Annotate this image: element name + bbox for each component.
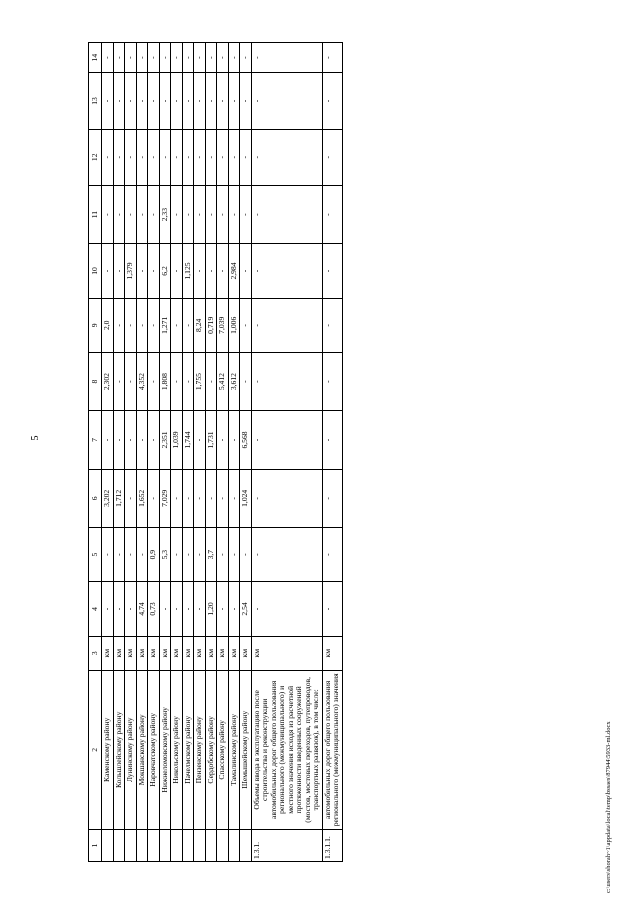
value-cell: - [113,244,125,298]
value-cell: - [125,298,137,352]
table-row [136,43,148,862]
value-cell: - [148,185,160,243]
header-cell: 7 [89,411,102,469]
table-row [148,43,160,862]
value-cell: - [113,43,125,73]
value-cell: - [217,43,229,73]
value-cell: - [228,469,240,527]
value-cell: - [194,73,206,129]
value-cell: - [136,185,148,243]
value-cell: - [205,244,217,298]
value-cell: - [217,582,229,636]
value-cell: - [125,185,137,243]
row-number-cell [217,829,229,861]
value-cell: 2,351 [159,411,171,469]
row-name-cell: Тамалинскому району [228,670,240,829]
row-name-cell: Кольшлейскому району [113,670,125,829]
table-row [251,43,322,862]
value-cell: - [194,582,206,636]
value-cell: - [171,352,183,410]
value-cell: - [251,527,322,581]
page-number: 5 [30,435,41,441]
row-name-cell: Объемы ввода в эксплуатацию после строительства и реконструкции автомобильных дорог общего пользования регионального (межмуниципального) и местного значения исходя из расчетной протяженности введенных сооружений (мостов, мостовых переходов, путепроводов, транспортных развязок), в том числе: [251,670,322,829]
value-cell: - [322,298,342,352]
table-row [322,43,342,862]
value-cell: - [171,185,183,243]
value-cell: 1,712 [113,469,125,527]
header-cell: 12 [89,129,102,185]
value-cell: - [251,244,322,298]
value-cell: - [217,527,229,581]
value-cell: - [251,352,322,410]
header-cell: 2 [89,670,102,829]
value-cell: - [171,73,183,129]
value-cell: - [322,582,342,636]
value-cell: - [240,298,252,352]
value-cell: - [136,73,148,129]
table-row [113,43,125,862]
value-cell: - [125,527,137,581]
value-cell: 1,379 [125,244,137,298]
value-cell: - [228,185,240,243]
value-cell: - [228,411,240,469]
value-cell: - [102,244,114,298]
value-cell: - [102,411,114,469]
value-cell: 4,74 [136,582,148,636]
unit-cell: км [182,636,194,670]
value-cell: - [217,185,229,243]
row-number-cell: 1.3.1. [251,829,322,861]
value-cell: - [240,129,252,185]
table-row [159,43,171,862]
value-cell: - [136,298,148,352]
row-number-cell [136,829,148,861]
value-cell: 2,984 [228,244,240,298]
value-cell: - [217,73,229,129]
value-cell: - [171,469,183,527]
file-path-footer: c:\users\shorah~1\appdata\local\temp\bssaes\87944\5933-ml.docx [605,721,612,893]
header-cell: 5 [89,527,102,581]
value-cell: 7,029 [159,469,171,527]
value-cell: 1,024 [240,469,252,527]
value-cell: - [194,185,206,243]
unit-cell: км [205,636,217,670]
row-name-cell: Лунинскому району [125,670,137,829]
value-cell: - [240,185,252,243]
row-name-cell: Нижнеломовскому району [159,670,171,829]
value-cell: - [322,244,342,298]
value-cell: - [182,352,194,410]
row-number-cell [182,829,194,861]
value-cell: - [125,352,137,410]
value-cell: - [322,352,342,410]
value-cell: - [240,43,252,73]
value-cell: 1,731 [205,411,217,469]
value-cell: - [251,129,322,185]
row-number-cell [159,829,171,861]
value-cell: - [102,527,114,581]
value-cell: - [194,129,206,185]
value-cell: - [182,185,194,243]
unit-cell: км [194,636,206,670]
value-cell: - [251,185,322,243]
value-cell: - [322,411,342,469]
unit-cell: км [171,636,183,670]
value-cell: - [136,244,148,298]
value-cell: - [113,185,125,243]
unit-cell: км [159,636,171,670]
value-cell: - [125,582,137,636]
value-cell: - [217,469,229,527]
value-cell: - [125,43,137,73]
header-cell: 3 [89,636,102,670]
value-cell: - [148,298,160,352]
value-cell: - [251,582,322,636]
unit-cell: км [136,636,148,670]
value-cell: - [322,43,342,73]
value-cell: - [113,73,125,129]
value-cell: - [102,73,114,129]
value-cell: - [182,43,194,73]
row-number-cell [205,829,217,861]
value-cell: 8,24 [194,298,206,352]
row-name-cell: Наровчатскому району [148,670,160,829]
unit-cell: км [102,636,114,670]
value-cell: - [194,527,206,581]
row-name-cell: автомобильных дорог общего пользования регионального (межмуниципального) значения [322,670,342,829]
row-name-cell: Пензенскому району [194,670,206,829]
value-cell: - [148,244,160,298]
value-cell: - [102,129,114,185]
value-cell: 1,744 [182,411,194,469]
row-number-cell [194,829,206,861]
value-cell: - [171,582,183,636]
row-name-cell: Спасскому району [217,670,229,829]
value-cell: 2,302 [102,352,114,410]
value-cell: 7,039 [217,298,229,352]
row-number-cell [148,829,160,861]
value-cell: 0,73 [148,582,160,636]
value-cell: 6,2 [159,244,171,298]
table-row [194,43,206,862]
header-cell: 11 [89,185,102,243]
value-cell: 1,808 [159,352,171,410]
value-cell: 1,20 [205,582,217,636]
value-cell: 5,412 [217,352,229,410]
value-cell: - [136,43,148,73]
value-cell: - [102,43,114,73]
row-name-cell: Сердобскому району [205,670,217,829]
row-number-cell [102,829,114,861]
value-cell: - [159,73,171,129]
value-cell: - [194,43,206,73]
header-cell: 1 [89,829,102,861]
unit-cell: км [322,636,342,670]
value-cell: - [322,527,342,581]
data-table [88,42,343,862]
row-number-cell [171,829,183,861]
value-cell: - [217,129,229,185]
row-name-cell: Мокшанскому району [136,670,148,829]
value-cell: - [125,73,137,129]
value-cell: - [322,129,342,185]
value-cell: - [182,582,194,636]
value-cell: - [148,352,160,410]
value-cell: 3,7 [205,527,217,581]
value-cell: - [159,582,171,636]
value-cell: - [125,469,137,527]
value-cell: 4,352 [136,352,148,410]
value-cell: - [148,469,160,527]
value-cell: - [205,129,217,185]
value-cell: - [240,244,252,298]
unit-cell: км [228,636,240,670]
value-cell: 2,0 [102,298,114,352]
value-cell: - [171,527,183,581]
value-cell: - [182,469,194,527]
value-cell: - [113,582,125,636]
header-cell: 4 [89,582,102,636]
value-cell: - [240,527,252,581]
value-cell: - [182,298,194,352]
value-cell: 6,568 [240,411,252,469]
value-cell: - [322,469,342,527]
value-cell: - [251,411,322,469]
unit-cell: км [148,636,160,670]
row-number-cell [240,829,252,861]
value-cell: 2,54 [240,582,252,636]
value-cell: - [228,73,240,129]
value-cell: 2,33 [159,185,171,243]
unit-cell: км [240,636,252,670]
value-cell: - [148,43,160,73]
value-cell: - [159,43,171,73]
table-row [125,43,137,862]
value-cell: - [148,129,160,185]
row-number-cell: 1.3.1.1. [322,829,342,861]
value-cell: - [171,244,183,298]
unit-cell: км [217,636,229,670]
value-cell: - [113,411,125,469]
value-cell: - [205,43,217,73]
value-cell: - [113,352,125,410]
value-cell: - [240,352,252,410]
table-row [102,43,114,862]
header-cell: 14 [89,43,102,73]
table-row [240,43,252,862]
value-cell: - [251,73,322,129]
value-cell: - [205,73,217,129]
value-cell: - [136,411,148,469]
value-cell: 1,125 [182,244,194,298]
value-cell: 0,719 [205,298,217,352]
value-cell: - [205,469,217,527]
value-cell: - [136,527,148,581]
row-name-cell: Пачелмскому району [182,670,194,829]
value-cell: - [251,298,322,352]
value-cell: - [171,298,183,352]
value-cell: - [182,73,194,129]
value-cell: - [125,411,137,469]
header-cell: 13 [89,73,102,129]
value-cell: - [102,185,114,243]
value-cell: - [194,411,206,469]
value-cell: 1,755 [194,352,206,410]
value-cell: - [205,185,217,243]
value-cell: - [217,411,229,469]
value-cell: - [228,129,240,185]
row-name-cell: Шемышейскому району [240,670,252,829]
table-row [217,43,229,862]
value-cell: - [125,129,137,185]
value-cell: - [194,469,206,527]
value-cell: - [171,129,183,185]
table-row [171,43,183,862]
value-cell: - [102,582,114,636]
value-cell: 1,039 [171,411,183,469]
unit-cell: км [125,636,137,670]
unit-cell: км [113,636,125,670]
value-cell: - [113,298,125,352]
unit-cell: км [251,636,322,670]
value-cell: - [171,43,183,73]
value-cell: - [205,352,217,410]
value-cell: 3,202 [102,469,114,527]
value-cell: - [251,469,322,527]
rotated-table-container [88,42,538,862]
row-number-cell [228,829,240,861]
value-cell: - [240,73,252,129]
value-cell: - [182,527,194,581]
header-cell: 6 [89,469,102,527]
value-cell: - [251,43,322,73]
value-cell: 5,3 [159,527,171,581]
value-cell: - [228,582,240,636]
table-row [182,43,194,862]
value-cell: 3,612 [228,352,240,410]
value-cell: - [136,129,148,185]
value-cell: - [228,43,240,73]
row-number-cell [113,829,125,861]
value-cell: - [182,129,194,185]
row-number-cell [125,829,137,861]
value-cell: 1,271 [159,298,171,352]
row-name-cell: Каменскому району [102,670,114,829]
table-row [205,43,217,862]
header-row [89,43,102,862]
value-cell: - [159,129,171,185]
value-cell: - [113,527,125,581]
value-cell: - [217,244,229,298]
header-cell: 8 [89,352,102,410]
table-row [228,43,240,862]
value-cell: - [228,527,240,581]
value-cell: - [148,411,160,469]
value-cell: - [322,73,342,129]
header-cell: 9 [89,298,102,352]
value-cell: 1,652 [136,469,148,527]
value-cell: - [148,73,160,129]
value-cell: - [322,185,342,243]
row-name-cell: Никольскому району [171,670,183,829]
value-cell: - [113,129,125,185]
header-cell: 10 [89,244,102,298]
value-cell: 0,9 [148,527,160,581]
value-cell: - [194,244,206,298]
value-cell: 1,006 [228,298,240,352]
